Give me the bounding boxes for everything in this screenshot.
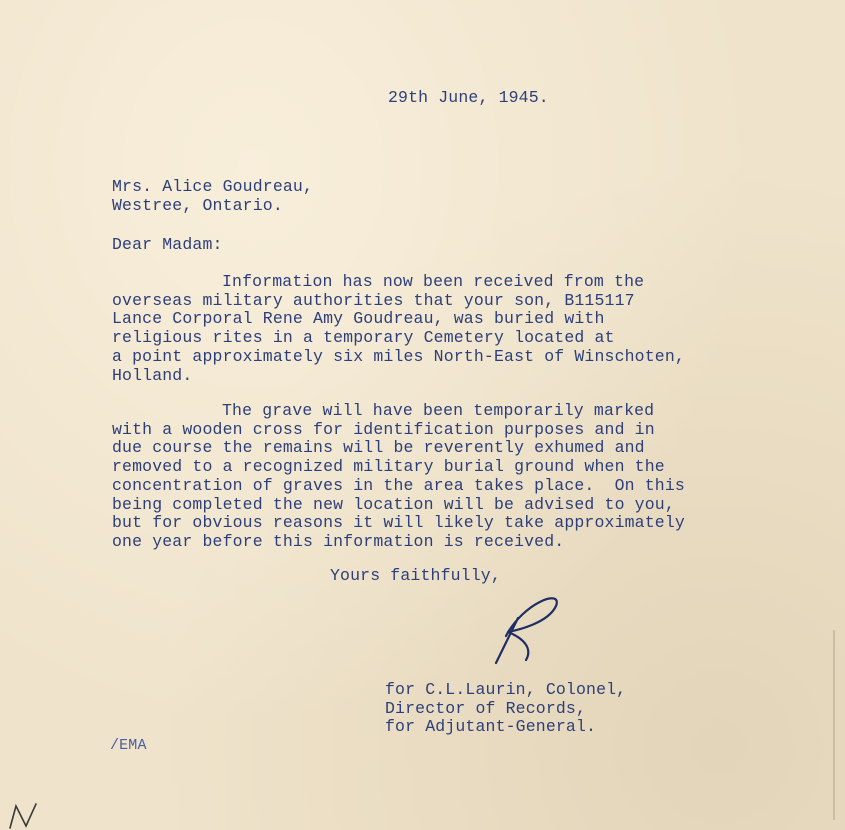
- paragraph-line: overseas military authorities that your son, B115117: [112, 290, 635, 310]
- paragraph-1: [112, 273, 685, 385]
- paragraph-line: one year before this information is received.: [112, 531, 565, 551]
- recipient-address: [112, 178, 313, 215]
- paragraph-line: Lance Corporal Rene Amy Goudreau, was buried with: [112, 309, 605, 329]
- paragraph-line: The grave will have been temporarily marked: [222, 401, 655, 420]
- paper-fold-line: [833, 630, 835, 820]
- paragraph-2: [112, 402, 685, 552]
- paragraph-line: removed to a recognized military burial ground when the: [112, 457, 665, 477]
- paragraph-line: Holland.: [112, 365, 193, 385]
- reference-initials: /EMA: [110, 737, 147, 754]
- paragraph-line: Information has now been received from the: [222, 272, 645, 291]
- signature-line: for Adjutant-General.: [385, 717, 597, 737]
- paragraph-line: due course the remains will be reverently exhumed and: [112, 438, 645, 458]
- paragraph-line: with a wooden cross for identification purposes and in: [112, 419, 655, 439]
- signature-block: [385, 681, 626, 737]
- pencil-mark: [4, 798, 44, 830]
- recipient-name: Mrs. Alice Goudreau,: [112, 177, 314, 196]
- signature-line: for C.L.Laurin, Colonel,: [385, 680, 627, 699]
- paragraph-line: religious rites in a temporary Cemetery located at: [112, 328, 615, 348]
- paragraph-line: concentration of graves in the area takes place. On this: [112, 475, 685, 495]
- letter-date: 29th June, 1945.: [388, 88, 549, 107]
- signature-line: Director of Records,: [385, 698, 587, 718]
- salutation: Dear Madam:: [112, 235, 223, 254]
- paragraph-line: but for obvious reasons it will likely take approximately: [112, 513, 685, 533]
- paragraph-line: a point approximately six miles North-East of Winschoten,: [112, 346, 685, 366]
- paragraph-line: being completed the new location will be advised to you,: [112, 494, 675, 514]
- signature-mark: [478, 588, 573, 668]
- recipient-location: Westree, Ontario.: [112, 195, 283, 215]
- closing: Yours faithfully,: [330, 566, 501, 585]
